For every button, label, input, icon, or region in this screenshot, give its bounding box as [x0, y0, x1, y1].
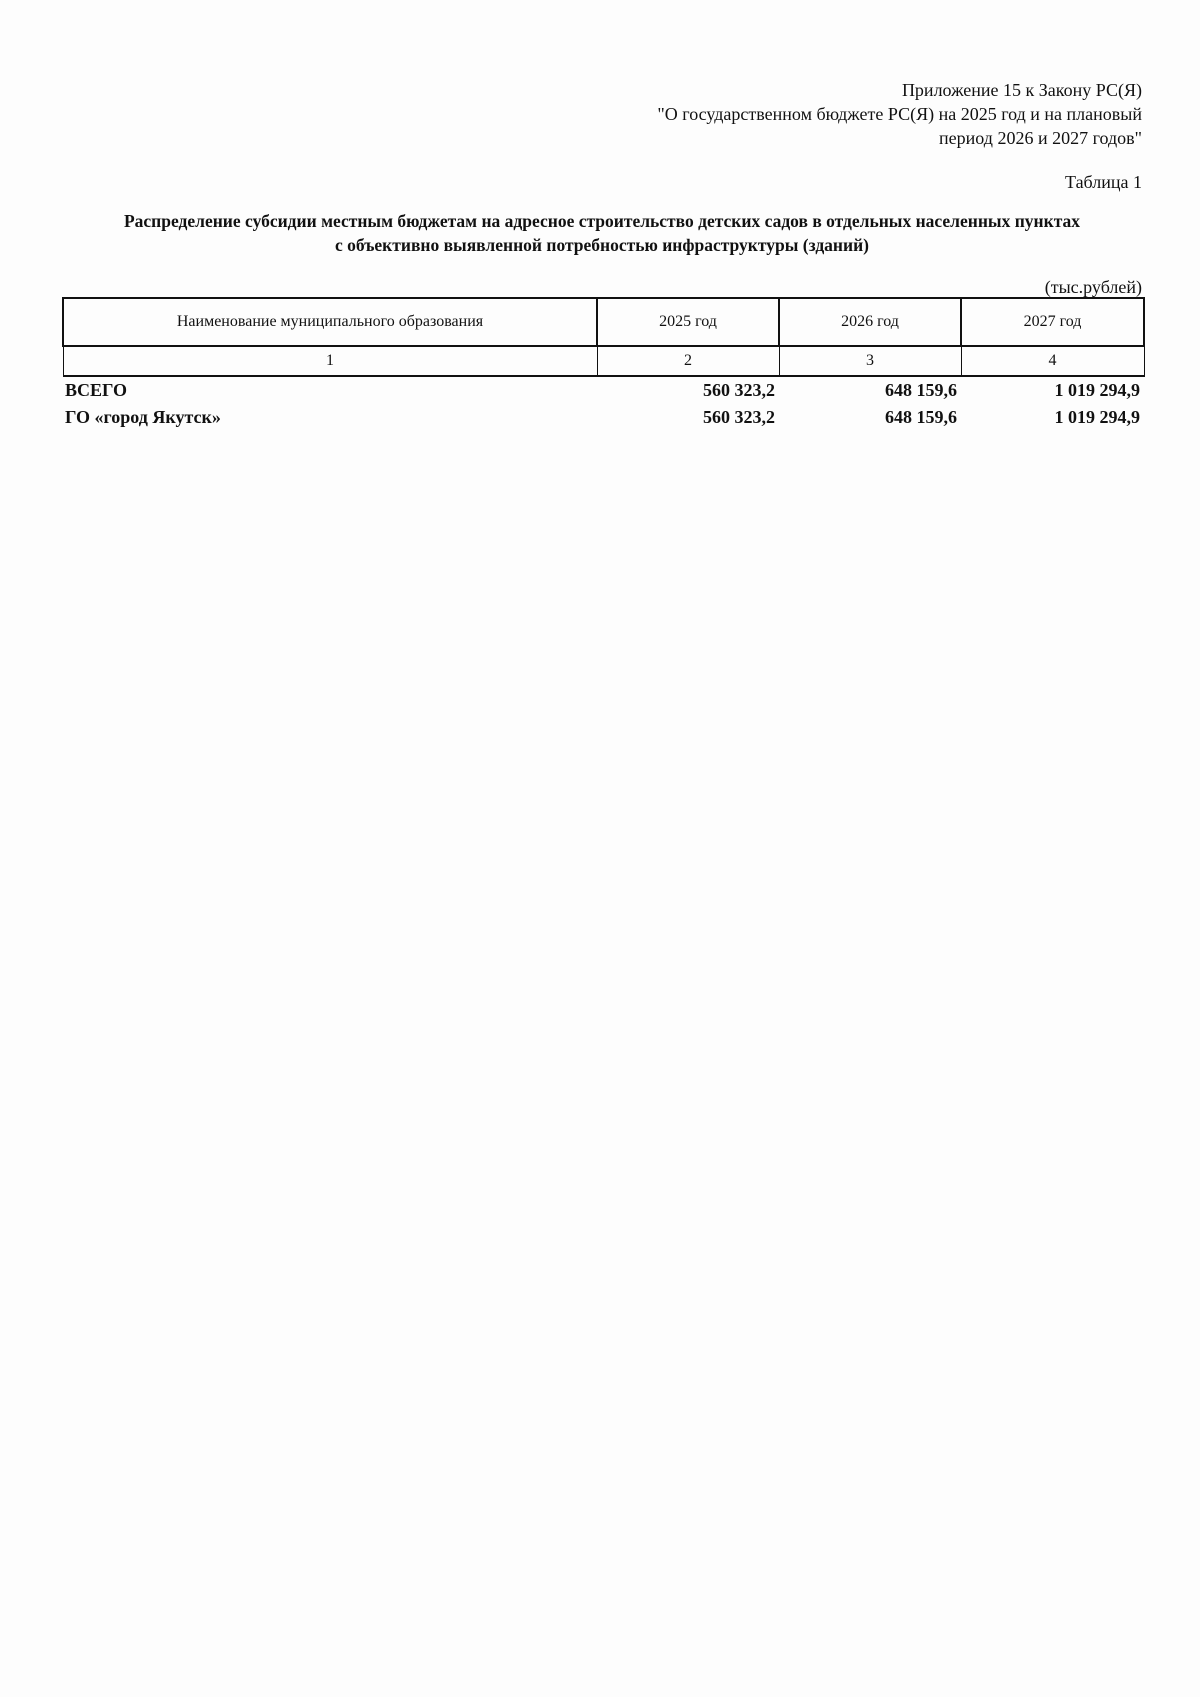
- appendix-line: Приложение 15 к Закону РС(Я): [901, 80, 1142, 100]
- table-row-total: [63, 376, 1144, 404]
- value-2025: 560 323,2: [703, 407, 775, 427]
- header-2027: 2027 год: [961, 298, 1144, 346]
- appendix-line: "О государственном бюджете РС(Я) на 2025 год и на плановый: [657, 104, 1142, 124]
- units-label: (тыс.рублей): [1044, 277, 1142, 297]
- subsidy-table: [62, 297, 1145, 431]
- column-number: 1: [63, 346, 597, 376]
- value-2026: 648 159,6: [885, 380, 957, 400]
- value-2027: 1 019 294,9: [1054, 380, 1140, 400]
- column-number: 3: [779, 346, 961, 376]
- table-header-row: [63, 298, 1144, 346]
- header-municipality: Наименование муниципального образования: [63, 298, 597, 346]
- value-2026: 648 159,6: [885, 407, 957, 427]
- appendix-reference: [442, 78, 1142, 150]
- table-number: Таблица 1: [1065, 172, 1142, 192]
- row-name: ГО «город Якутск»: [65, 407, 221, 427]
- column-number: 4: [961, 346, 1144, 376]
- column-number-row: [63, 346, 1144, 376]
- header-2025: 2025 год: [597, 298, 779, 346]
- column-number: 2: [597, 346, 779, 376]
- appendix-line: период 2026 и 2027 годов": [939, 128, 1142, 148]
- table-row-yakutsk: [63, 404, 1144, 431]
- value-2027: 1 019 294,9: [1054, 407, 1140, 427]
- title-line: с объективно выявленной потребностью инфраструктуры (зданий): [335, 235, 869, 255]
- document-title: [62, 209, 1142, 257]
- row-name: ВСЕГО: [65, 380, 128, 400]
- header-2026: 2026 год: [779, 298, 961, 346]
- value-2025: 560 323,2: [703, 380, 775, 400]
- title-line: Распределение субсидии местным бюджетам на адресное строительство детских садов в отдельных населенных пунктах: [123, 211, 1081, 231]
